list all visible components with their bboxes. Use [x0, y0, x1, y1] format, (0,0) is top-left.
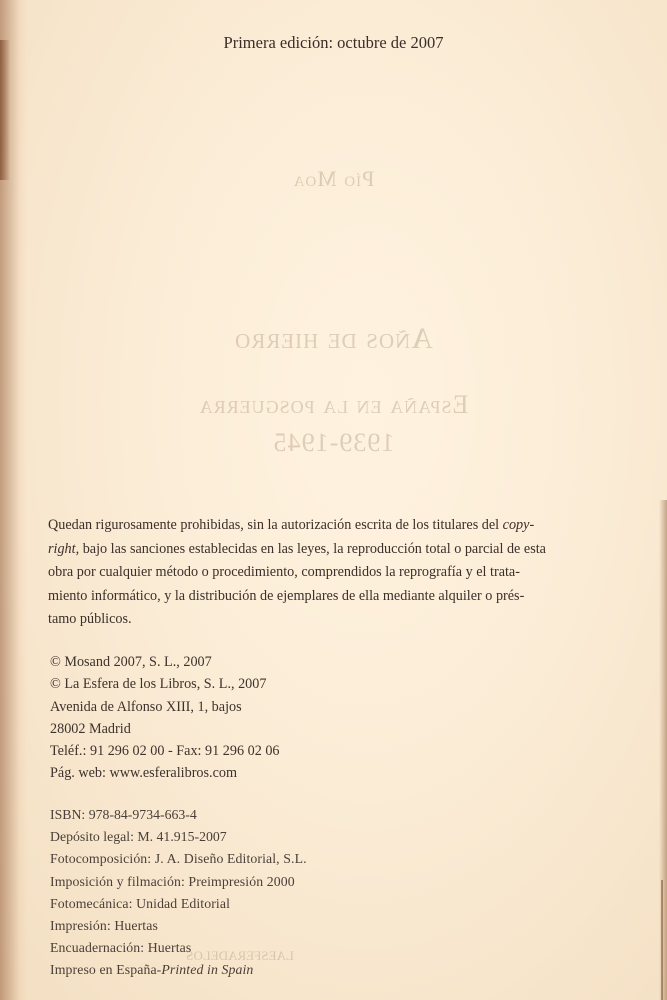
show-through-title: Años de hierro: [234, 322, 433, 355]
impresion: Impresión: Huertas: [50, 918, 158, 934]
publisher-city: 28002 Madrid: [50, 720, 131, 737]
publisher-address: Avenida de Alfonso XIII, 1, bajos: [50, 698, 242, 715]
show-through-publisher-logo: laesferadelos: [186, 944, 294, 964]
publisher-phone-fax: Teléf.: 91 296 02 00 - Fax: 91 296 02 06: [50, 743, 280, 760]
isbn: ISBN: 978-84-9734-663-4: [50, 807, 197, 822]
printed-in: [50, 959, 307, 981]
legal-text-italic: copy-: [502, 517, 535, 533]
legal-text: bajo las sanciones establecidas en las leyes, la reproducción total o parcial de esta: [79, 540, 546, 557]
legal-line: [48, 538, 622, 562]
legal-line: [48, 514, 622, 538]
deposito-legal: Depósito legal: M. 41.915-2007: [50, 829, 227, 845]
show-through-subtitle: España en la posguerra: [198, 390, 469, 419]
edition-line: Primera edición: octubre de 2007: [223, 33, 444, 52]
legal-text: Quedan rigurosamente prohibidas, sin la autorización escrita de los titulares del: [48, 517, 503, 533]
legal-line: miento informático, y la distribución de ejemplares de ella mediante alquiler o prés-: [48, 587, 525, 604]
gutter-dark-shadow: [0, 40, 10, 180]
printed-in-spanish: Impreso en España-: [50, 962, 162, 978]
show-through-years: 1939-1945: [272, 428, 395, 457]
show-through-author: Pío Moa: [292, 166, 375, 191]
publication-details: [50, 804, 307, 982]
imposicion: Imposición y filmación: Preimpresión 2000: [50, 873, 295, 889]
copyright-author: © Mosand 2007, S. L., 2007: [50, 654, 212, 670]
copyright-publisher: © La Esfera de los Libros, S. L., 2007: [50, 676, 267, 693]
legal-notice: [48, 514, 622, 632]
legal-text-italic: right,: [48, 540, 80, 557]
publisher-website: Pág. web: www.esferalibros.com: [50, 765, 238, 782]
copyright-block: [50, 651, 280, 785]
page-edge-line: [661, 880, 663, 1000]
legal-line: tamo públicos.: [48, 611, 132, 627]
encuadernacion: Encuadernación: Huertas: [50, 940, 192, 956]
fotomecanica: Fotomecánica: Unidad Editorial: [50, 895, 231, 911]
printed-in-english: Printed in Spain: [161, 962, 254, 978]
legal-line: obra por cualquier método o procedimiento, comprendidos la reprografía y el trata-: [48, 564, 520, 580]
fotocomposicion: Fotocomposición: J. A. Diseño Editorial, S.L.: [50, 851, 307, 867]
